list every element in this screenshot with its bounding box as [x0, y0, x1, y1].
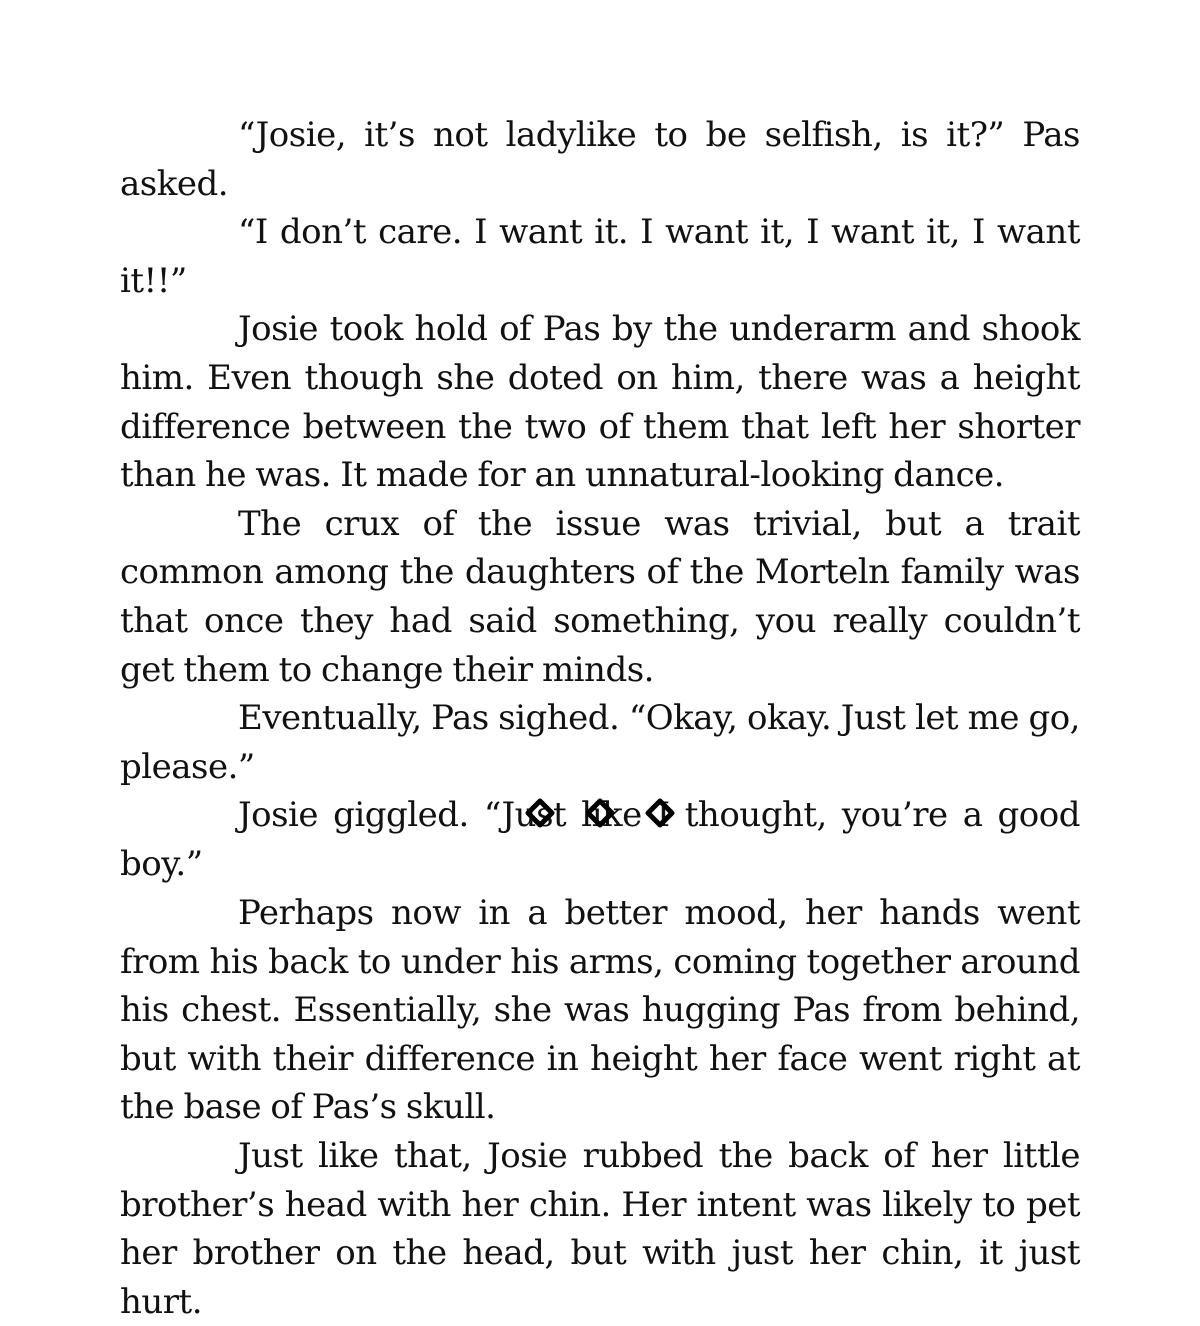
diamond-outline-icon — [645, 798, 675, 828]
paragraph: Josie took hold of Pas by the underarm and shook him. Even though she doted on him, there was a height difference between the two of them that left her shorter than he was. It made for an unnatural-looking dance. — [120, 309, 1080, 496]
paragraph: The crux of the issue was trivial, but a trait common among the daughters of the Morteln family was that once they had said something, you really couldn’t get them to change their minds. — [120, 503, 1080, 690]
paragraph: Just like that, Josie rubbed the back of her little brother’s head with her chin. Her intent was likely to pet her brother on the head, but with just her chin, it just hurt. — [120, 1135, 1080, 1322]
paragraph: Josie giggled. “Just like I thought, you’re a good boy.” — [120, 795, 1080, 884]
paragraph: “Josie, it’s not ladylike to be selfish, is it?” Pas asked. — [120, 115, 1080, 204]
diamond-outline-icon — [585, 798, 615, 828]
text-section-one — [120, 111, 1080, 889]
diamond-outline-icon — [525, 798, 555, 828]
text-section-two — [120, 889, 1080, 1326]
paragraph: “I don’t care. I want it. I want it, I want it, I want it!!” — [120, 212, 1080, 301]
paragraph: Eventually, Pas sighed. “Okay, okay. Just let me go, please.” — [120, 698, 1080, 787]
paragraph: Perhaps now in a better mood, her hands went from his back to under his arms, coming together around his chest. Essentially, she was hugging Pas from behind, but with their difference in height her face went right at the base of Pas’s skull. — [120, 893, 1080, 1128]
scene-break — [0, 788, 1200, 838]
